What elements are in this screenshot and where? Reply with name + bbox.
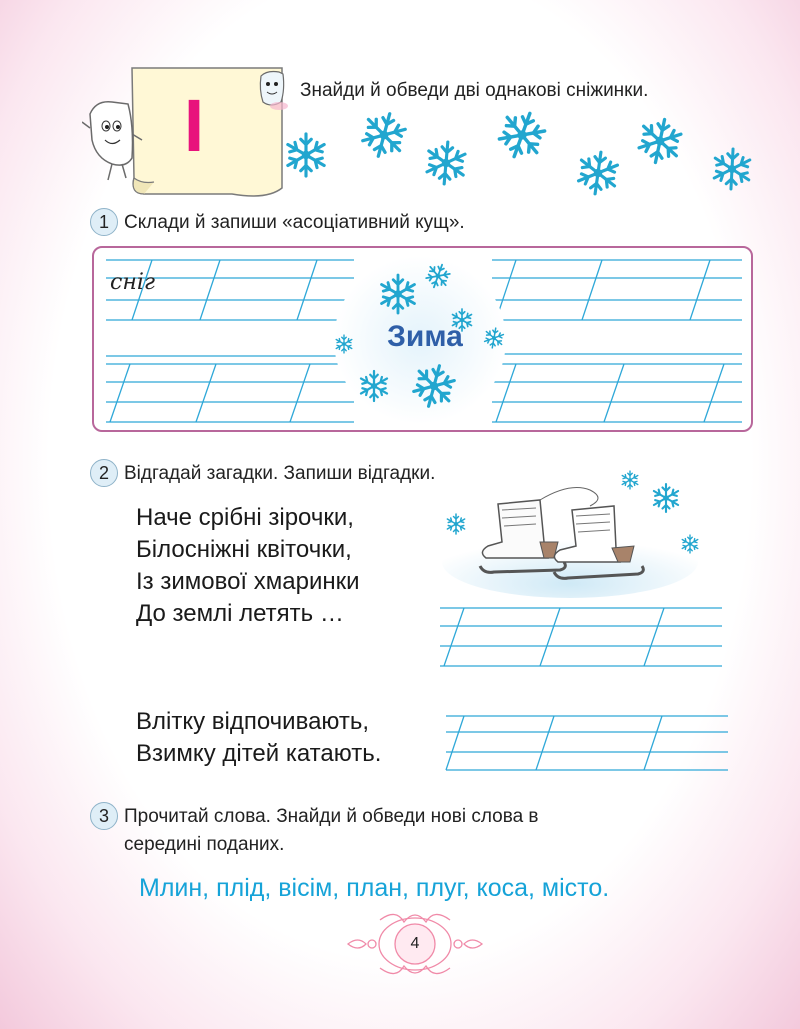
ice-skates-illustration [440, 462, 720, 600]
riddle1-line: До землі летять … [136, 600, 344, 627]
riddle1 [136, 502, 360, 630]
riddle2 [136, 706, 381, 770]
snowflake-icon [654, 484, 678, 512]
snowflake-icon [426, 140, 466, 185]
task3-instruction-line1: Прочитай слова. Знайди й обведи нові слова в [124, 806, 539, 827]
task2-instruction: Відгадай загадки. Запиши відгадки. [124, 463, 436, 484]
riddle2-line: Взимку дітей катають. [136, 740, 382, 767]
intro-instruction: Знайди й обведи дві однакові сніжинки. [300, 80, 649, 101]
task3-words: Млин, плід, вісім, план, плуг, коса, місто. [139, 874, 610, 902]
riddle1-line: Із зимової хмаринки [136, 568, 360, 595]
task2-number-badge: 2 [90, 459, 118, 487]
letter-i: І [183, 84, 205, 167]
task1-instruction: Склади й запиши «асоціативний кущ». [124, 212, 465, 233]
snowflake-icon [447, 514, 464, 534]
riddle2-answer-lines[interactable] [436, 712, 732, 774]
sample-answer: сніг [110, 270, 155, 295]
snowflake-row [270, 105, 770, 205]
task3-instruction-line2: середині поданих. [124, 834, 285, 855]
riddle1-line: Наче срібні зірочки, [136, 504, 354, 531]
snowflake-icon [288, 134, 324, 176]
snowflake-icon [622, 471, 638, 489]
task3-number-badge: 3 [90, 802, 118, 830]
snowflake-icon [360, 109, 408, 161]
riddle2-line: Влітку відпочивають, [136, 708, 370, 735]
page-number: 4 [410, 935, 420, 952]
snowflake-icon [495, 107, 548, 164]
snowflake-icon [714, 148, 751, 190]
snowflake-icon [637, 116, 683, 167]
center-word-zima: Зима [387, 320, 463, 353]
snowflake-icon [577, 150, 619, 197]
riddle1-line: Білосніжні квіточки, [136, 536, 352, 563]
task1-number-badge: 1 [90, 208, 118, 236]
riddle1-answer-lines[interactable] [430, 600, 730, 672]
